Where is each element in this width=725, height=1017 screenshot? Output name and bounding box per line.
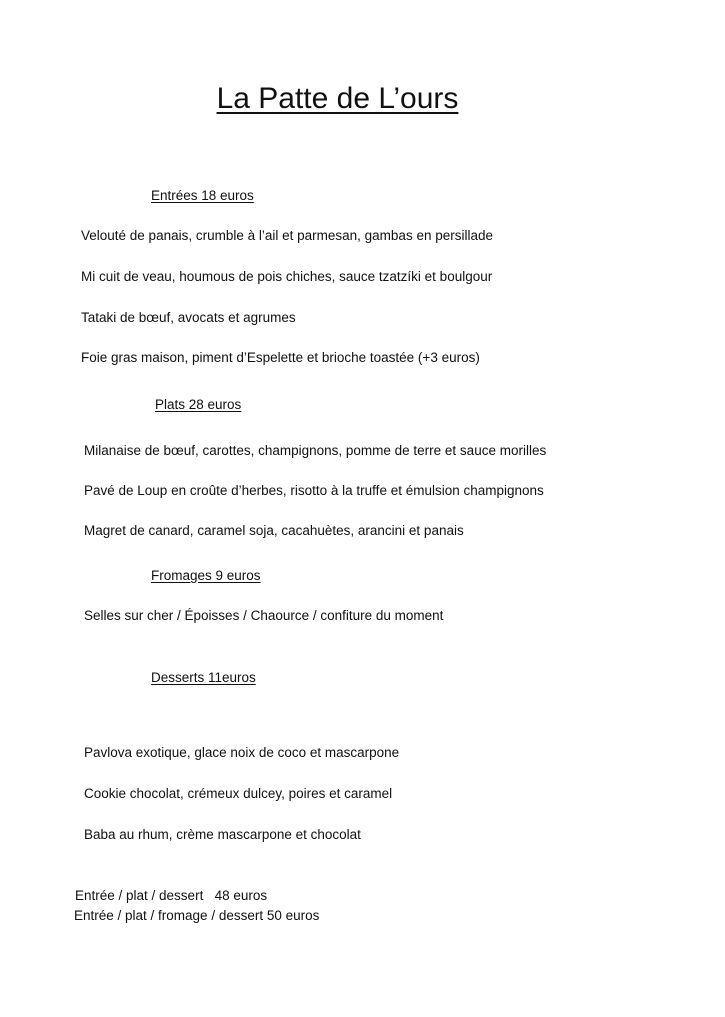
formula-line: Entrée / plat / dessert 48 euros	[75, 888, 268, 903]
menu-item: Mi cuit de veau, houmous de pois chiches, sauce tzatzíki et boulgour	[81, 269, 493, 284]
menu-title: La Patte de L’ours	[216, 82, 459, 115]
menu-item: Velouté de panais, crumble à l’ail et parmesan, gambas en persillade	[81, 228, 493, 243]
menu-item: Magret de canard, caramel soja, cacahuètes, arancini et panais	[84, 523, 464, 538]
section-heading-fromages: Fromages 9 euros	[151, 568, 261, 583]
menu-item: Cookie chocolat, crémeux dulcey, poires et caramel	[84, 786, 393, 801]
menu-item: Milanaise de bœuf, carottes, champignons, pomme de terre et sauce morilles	[84, 443, 547, 458]
section-heading-plats: Plats 28 euros	[155, 397, 242, 412]
menu-item: Foie gras maison, piment d’Espelette et brioche toastée (+3 euros)	[81, 350, 480, 365]
section-heading-entrees: Entrées 18 euros	[151, 188, 254, 203]
menu-item: Baba au rhum, crème mascarpone et chocolat	[84, 827, 361, 842]
menu-item: Tataki de bœuf, avocats et agrumes	[81, 310, 296, 325]
menu-item: Pavlova exotique, glace noix de coco et mascarpone	[84, 745, 400, 760]
menu-item: Pavé de Loup en croûte d’herbes, risotto à la truffe et émulsion champignons	[84, 483, 544, 498]
formula-line: Entrée / plat / fromage / dessert 50 euros	[74, 908, 320, 923]
section-heading-desserts: Desserts 11euros	[151, 670, 256, 685]
menu-item: Selles sur cher / Époisses / Chaource / confiture du moment	[84, 608, 444, 623]
